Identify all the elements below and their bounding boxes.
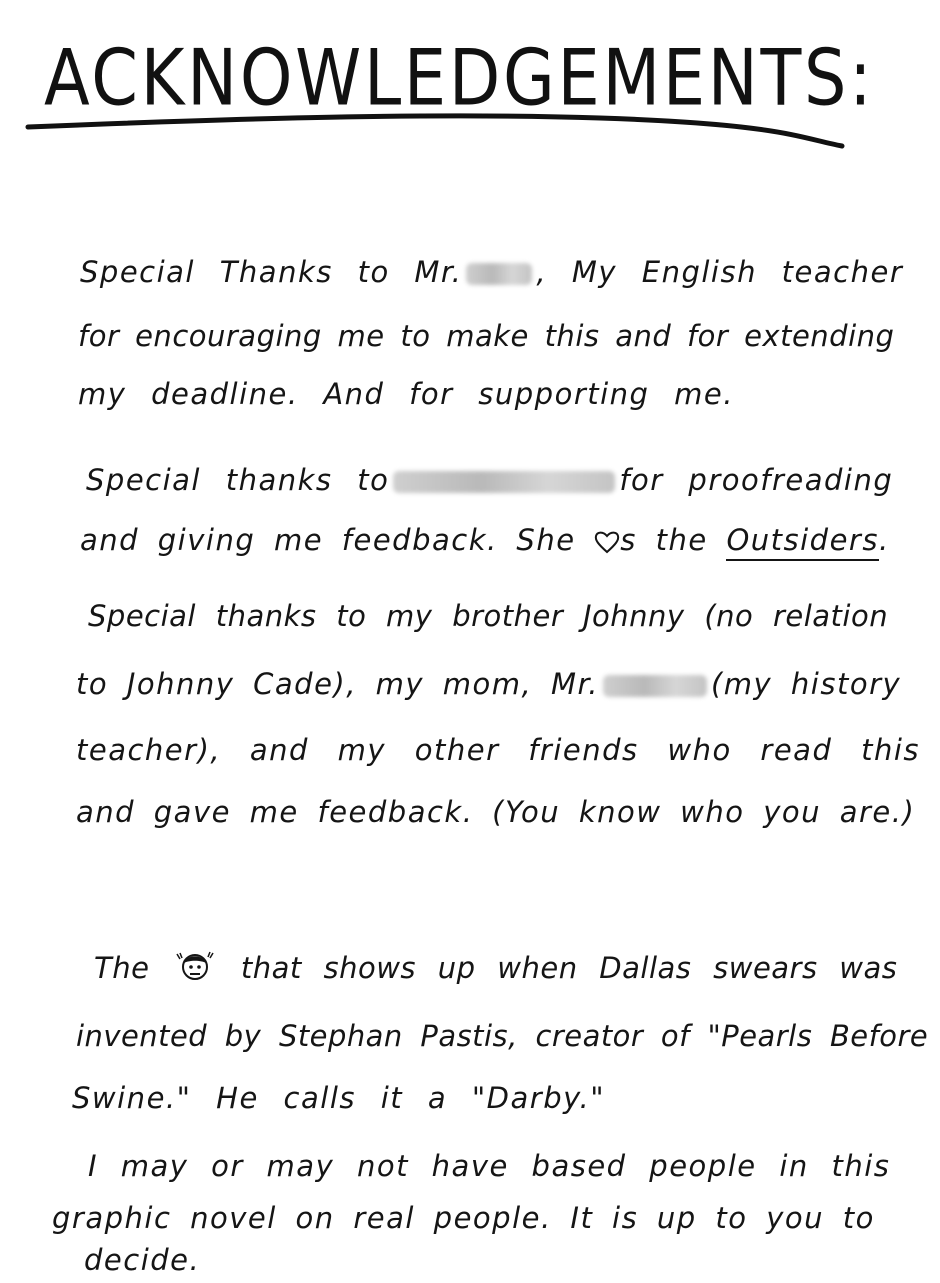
redacted-name	[466, 263, 532, 285]
paragraph-4-line-1	[94, 948, 897, 994]
paragraph-1-line-3: my deadline. And for supporting me.	[78, 377, 734, 411]
redacted-name	[603, 675, 707, 697]
paragraph-2-line-2-mid: s the	[620, 523, 708, 557]
paragraph-4-line-1-end: that shows up when Dallas swears was	[240, 951, 898, 985]
paragraph-1-line-2: for encouraging me to make this and for extending	[78, 319, 895, 353]
book-title: Outsiders	[726, 523, 879, 561]
paragraph-2-line-1-end: for proofreading	[619, 463, 894, 497]
paragraph-3-line-2	[76, 664, 901, 704]
paragraph-2-line-2	[80, 520, 890, 564]
paragraph-1-line-1	[80, 252, 903, 292]
paragraph-4-line-2: invented by Stephan Pastis, creator of "Pearls Before	[76, 1019, 929, 1053]
darby-face-icon	[171, 950, 219, 994]
paragraph-4-line-3: Swine." He calls it a "Darby."	[72, 1081, 606, 1115]
paragraph-1-line-1-start: Special Thanks to Mr.	[80, 255, 463, 289]
paragraph-4-line-1-start: The	[94, 951, 150, 985]
paragraph-2-line-1-start: Special thanks to	[86, 463, 390, 497]
paragraph-3-line-1: Special thanks to my brother Johnny (no relation	[88, 599, 889, 633]
redacted-name	[393, 471, 615, 493]
paragraph-3-line-4: and gave me feedback. (You know who you are.)	[76, 795, 916, 829]
paragraph-3-line-2-end: (my history	[710, 667, 902, 701]
heart-icon	[594, 524, 620, 564]
paragraph-3-line-2-start: to Johnny Cade), my mom, Mr.	[76, 667, 599, 701]
paragraph-3-line-3: teacher), and my other friends who read this	[76, 733, 920, 767]
paragraph-5-line-3: decide.	[84, 1243, 201, 1277]
page-title: ACKNOWLEDGEMENTS:	[44, 33, 875, 124]
paragraph-2-line-2-end: .	[878, 523, 890, 557]
paragraph-2-line-2-start: and giving me feedback. She	[80, 523, 576, 557]
paragraph-5-line-1: I may or may not have based people in this	[88, 1149, 891, 1183]
paragraph-5-line-2: graphic novel on real people. It is up to you to	[52, 1201, 875, 1235]
paragraph-2-line-1	[86, 460, 893, 500]
title-underline	[0, 0, 940, 170]
paragraph-1-line-1-end: , My English teacher	[536, 255, 904, 289]
